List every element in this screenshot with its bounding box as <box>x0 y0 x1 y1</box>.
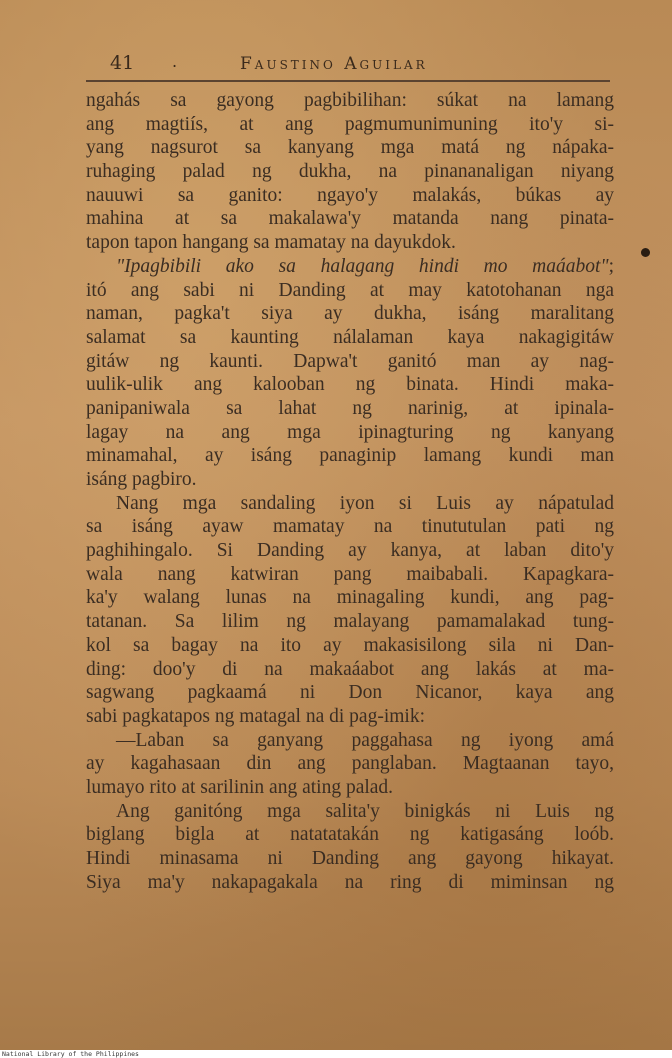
line-text: Ang ganitóng mga salita'y binigkás ni Luis ng <box>116 800 614 822</box>
line-text: sagwang pagkaamá ni Don Nicanor, kaya ang <box>86 682 614 704</box>
line-text: sabi pagkatapos ng matagal na di pag-imik: <box>86 705 425 727</box>
line-text: Nang mga sandaling iyon si Luis ay nápatulad <box>116 492 614 514</box>
text-line <box>86 279 614 303</box>
text-line <box>86 184 614 208</box>
text-line <box>86 800 614 824</box>
text-line <box>86 776 614 800</box>
text-line <box>86 373 614 397</box>
text-line <box>86 847 614 871</box>
line-text: ; <box>608 255 614 277</box>
line-text: uulik-ulik ang kalooban ng binata. Hindi maka- <box>86 374 614 396</box>
text-line <box>86 871 614 895</box>
text-line <box>86 539 614 563</box>
running-head <box>80 50 610 80</box>
text-line <box>86 610 614 634</box>
line-text: nauuwi sa ganito: ngayo'y malakás, búkas ay <box>86 184 614 206</box>
running-head-author: Faustino Aguilar <box>240 54 428 74</box>
text-line <box>86 255 614 279</box>
line-text: minamahal, ay isáng panaginip lamang kundi man <box>86 445 614 467</box>
line-text: itó ang sabi ni Danding at may katotohanan nga <box>86 279 614 301</box>
text-line <box>86 444 614 468</box>
text-line <box>86 705 614 729</box>
line-text: —Laban sa ganyang paggahasa ng iyong amá <box>116 729 614 751</box>
line-text: naman, pagka't siya ay dukha, isáng maralitang <box>86 303 614 325</box>
text-line <box>86 492 614 516</box>
line-text: tapon tapon hangang sa mamatay na dayukdok. <box>86 232 456 254</box>
ink-spot <box>641 248 650 257</box>
line-text: salamat sa kaunting nálalaman kaya nakagigitáw <box>86 326 614 348</box>
line-text: ka'y walang lunas na minagaling kundi, ang pag- <box>86 587 614 609</box>
text-line <box>86 326 614 350</box>
line-text: tatanan. Sa lilim ng malayang pamamalakad tung- <box>86 611 614 633</box>
italic-quote: "Ipagbibili ako sa halagang hindi mo maáabot" <box>116 255 609 277</box>
text-line <box>86 729 614 753</box>
line-text: biglang bigla at natatatakán ng katigasáng loób. <box>86 824 614 846</box>
line-text: ruhaging palad ng dukha, na pinananaligan niyang <box>86 161 614 183</box>
text-line <box>86 160 614 184</box>
text-line <box>86 113 614 137</box>
text-line <box>86 231 614 255</box>
header-rule <box>86 80 610 82</box>
library-credit: National Library of the Philippines <box>2 1050 139 1058</box>
line-text: yang nagsurot sa kanyang mga matá ng nápaka- <box>86 137 614 159</box>
text-line <box>86 89 614 113</box>
text-line <box>86 658 614 682</box>
line-text: ding: doo'y di na makaáabot ang lakás at ma- <box>86 658 614 680</box>
text-line <box>86 468 614 492</box>
page-number: 41 <box>110 52 135 74</box>
line-text: ay kagahasaan din ang panglaban. Magtaanan tayo, <box>86 753 614 775</box>
line-text: sa isáng ayaw mamatay na tinututulan pati ng <box>86 516 614 538</box>
text-line <box>86 823 614 847</box>
text-line <box>86 515 614 539</box>
text-line <box>86 634 614 658</box>
line-text: lagay na ang mga ipinagturing ng kanyang <box>86 421 614 443</box>
line-text: Hindi minasama ni Danding ang gayong hikayat. <box>86 848 614 869</box>
text-line <box>86 586 614 610</box>
text-line <box>86 752 614 776</box>
line-text: panipaniwala sa lahat ng narinig, at ipinala- <box>86 397 614 419</box>
text-line <box>86 207 614 231</box>
text-line <box>86 350 614 374</box>
line-text: Siya ma'y nakapagakala na ring di miminsan ng <box>86 871 614 893</box>
line-text: wala nang katwiran pang maibabali. Kapagkara- <box>86 563 614 585</box>
text-line <box>86 681 614 705</box>
line-text: gitáw ng kaunti. Dapwa't ganitó man ay nag- <box>86 350 614 372</box>
text-line <box>86 397 614 421</box>
line-text: mahina at sa makalawa'y matanda nang pinata- <box>86 208 614 230</box>
header-separator: . <box>172 52 178 71</box>
text-line <box>86 302 614 326</box>
line-text: paghihingalo. Si Danding ay kanya, at laban dito'y <box>86 540 614 562</box>
line-text: lumayo rito at sarilinin ang ating palad. <box>86 776 394 798</box>
text-line <box>86 563 614 587</box>
line-text: isáng pagbiro. <box>86 469 197 490</box>
body-text <box>86 89 614 894</box>
line-text: ang magtiís, at ang pagmumunimuning ito'y si- <box>86 113 614 135</box>
line-text: ngahás sa gayong pagbibilihan: súkat na lamang <box>86 90 614 111</box>
line-text: kol sa bagay na ito ay makasisilong sila ni Dan- <box>86 634 614 656</box>
text-line <box>86 421 614 445</box>
text-line <box>86 136 614 160</box>
